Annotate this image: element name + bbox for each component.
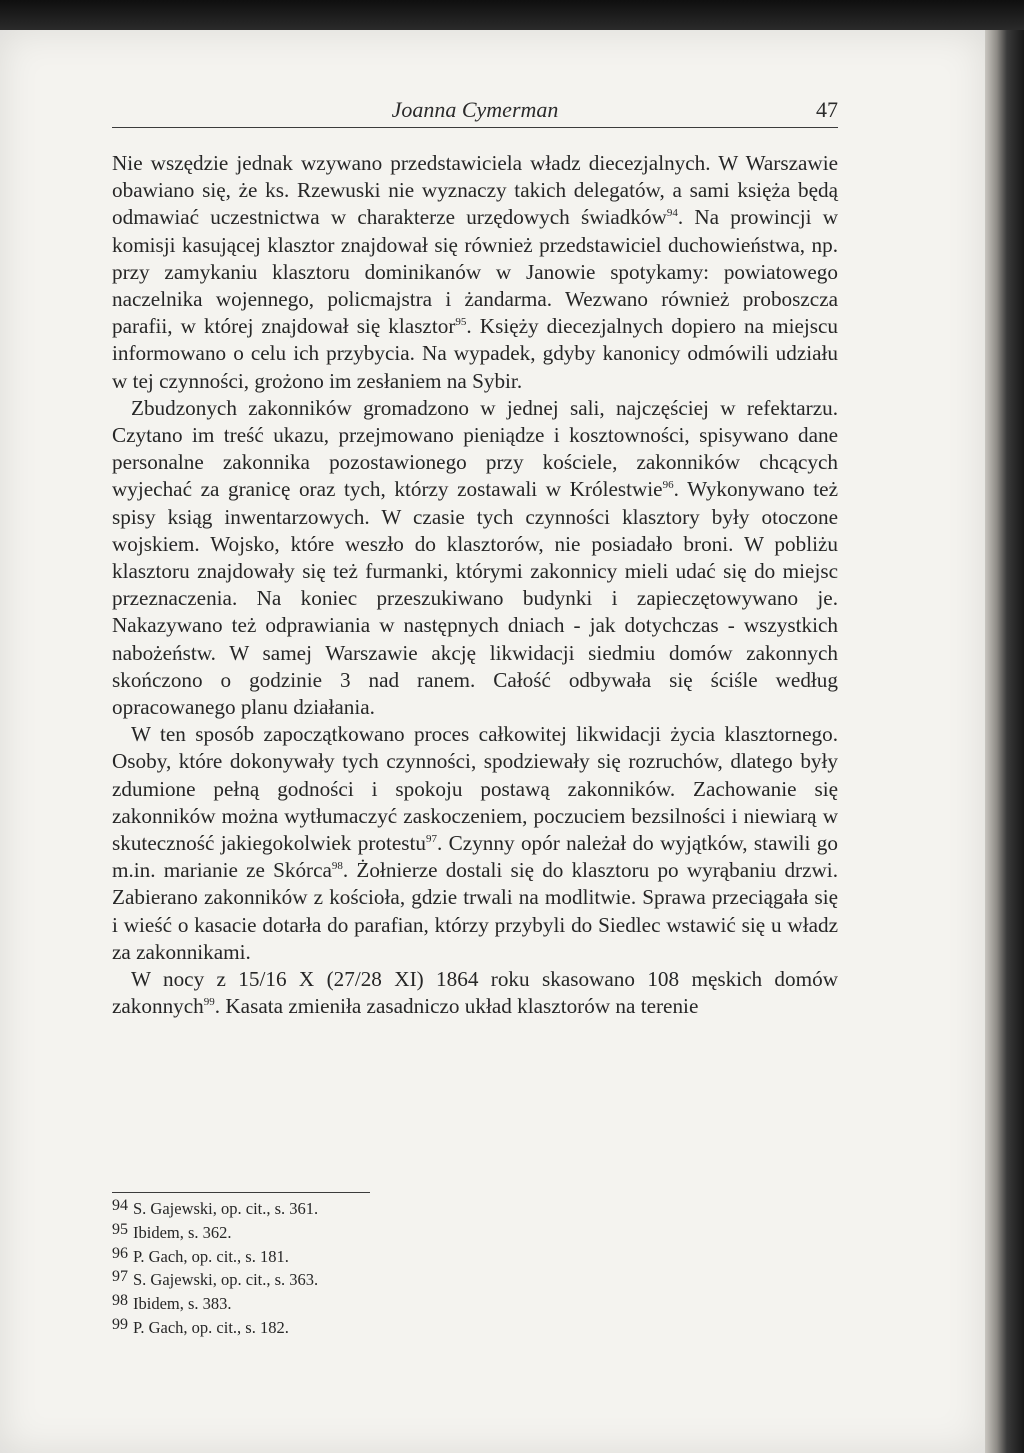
paragraph-text: Zbudzonych zakonników gromadzono w jednej sali, najczęściej w refektarzu. Czytano im treść ukazu, przejmowano pieniądze i kosztowności, spisywano dane personalne zakonnika pozostawionego przy kościele, zakonników chcących wyjechać za granicę oraz tych, którzy zostawali w Królestwie [112, 395, 838, 502]
footnote-number: 96 [112, 1244, 128, 1262]
footnote-number: 99 [112, 1315, 128, 1333]
page-header [112, 95, 838, 128]
footnote [112, 1198, 712, 1222]
footnote [112, 1317, 712, 1341]
page-edge-shadow [985, 30, 1024, 1453]
footnote-reference[interactable]: 94 [666, 207, 678, 220]
paragraph-text: . Kasata zmieniła zasadniczo układ klasztorów na terenie [214, 994, 699, 1019]
paragraph-text: . Wykonywano też spisy ksiąg inwentarzowych. W czasie tych czynności klasztory były otoczone wojskiem. Wojsko, które weszło do klasztorów, nie posiadało broni. W pobliżu klasztoru znajdowały się też furmanki, którymi zakonnicy mieli udać się do miejsc przeznaczenia. Na koniec przeszukiwano budynki i zapieczętowywano je. Nakazywano też odprawiania w następnych dniach - jak dotychczas - wszystkich nabożeństw. W samej Warszawie akcję likwidacji siedmiu domów zakonnych skończono o godzinie 3 nad ranem. Całość odbywała się ściśle według opracowanego planu działania. [112, 477, 838, 720]
footnote-separator [112, 1192, 370, 1193]
footnote-reference[interactable]: 97 [426, 833, 437, 846]
footnote-reference[interactable]: 96 [662, 479, 674, 492]
paragraph [112, 395, 838, 721]
footnote [112, 1269, 712, 1293]
paragraph-text: . Na prowincji w komisji kasującej klasztor znajdował się również przedstawiciel duchowieństwa, np. przy zamykaniu klasztoru dominikanów w Janowie spotykamy: powiatowego naczelnika wojennego, policmajstra i żandarma. Wezwano również proboszcza parafii, w której znajdował się klasztor [112, 205, 838, 339]
footnote-text: P. Gach, op. cit., s. 182. [133, 1317, 289, 1337]
footnote-number: 95 [112, 1220, 128, 1238]
paragraph-text: . Żołnierze dostali się do klasztoru po wyrąbaniu drzwi. Zabierano zakonników z kościoła, gdzie trwali na modlitwie. Sprawa przeciągała się i wieść o kasacie dotarła do parafian, którzy przybyli do Siedlec wstawić się u władz za zakonnikami. [112, 858, 838, 964]
footnote-number: 97 [112, 1268, 128, 1286]
paragraph-text: Nie wszędzie jednak wzywano przedstawiciela władz diecezjalnych. W Warszawie obawiano się, że ks. Rzewuski nie wyznaczy takich delegatów, a sami księża będą odmawiać uczestnictwa w charakterze urzędowych świadków [112, 151, 838, 230]
footnote-text: Ibidem, s. 362. [133, 1222, 232, 1242]
running-head: Joanna Cymerman [391, 97, 559, 122]
footnote-text: P. Gach, op. cit., s. 181. [133, 1246, 289, 1266]
footnote [112, 1222, 712, 1246]
body-text [112, 150, 838, 1021]
footnote-number: 98 [112, 1292, 128, 1310]
scan-top-shadow [0, 0, 1024, 30]
footnote-reference[interactable]: 98 [331, 860, 343, 873]
footnote-text: Ibidem, s. 383. [133, 1294, 232, 1314]
paragraph-text: . Czynny opór należał do wyjątków, stawili go m.in. marianie ze Skórca [112, 831, 838, 883]
footnote-reference[interactable]: 99 [203, 996, 215, 1009]
footnote-reference[interactable]: 95 [455, 316, 467, 329]
footnote [112, 1246, 712, 1270]
paragraph [112, 150, 838, 395]
paragraph [112, 721, 838, 966]
footnote [112, 1293, 712, 1317]
page-number: 47 [816, 97, 838, 122]
paragraph [112, 966, 838, 1020]
footnote-text: S. Gajewski, op. cit., s. 361. [133, 1199, 319, 1218]
footnote-number: 94 [112, 1197, 128, 1214]
paragraph-text: W ten sposób zapoczątkowano proces całkowitej likwidacji życia klasztornego. Osoby, które dokonywały tych czynności, spodziewały się rozruchów, dlatego były zdumione pełną godności i spokoju postawą zakonników. Zachowanie się zakonników można wytłumaczyć zaskoczeniem, poczuciem bezsilności i niewiarą w skuteczność jakiegokolwiek protestu [112, 722, 838, 856]
footnotes [112, 1198, 712, 1341]
paragraph-text: W nocy z 15/16 X (27/28 XI) 1864 roku skasowano 108 męskich domów zakonnych [112, 967, 838, 1019]
footnote-text: S. Gajewski, op. cit., s. 363. [133, 1270, 319, 1290]
paragraph-text: . Księży diecezjalnych dopiero na miejscu informowano o celu ich przybycia. Na wypadek, gdyby kanonicy odmówili udziału w tej czynności, grożono im zesłaniem na Sybir. [112, 314, 838, 393]
